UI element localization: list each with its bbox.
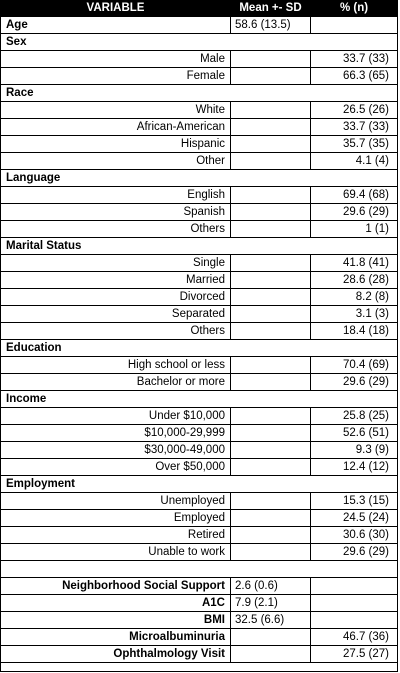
row-mean xyxy=(231,527,311,543)
row-pct: 18.4 (18) xyxy=(342,325,389,337)
row-label: Others xyxy=(1,323,231,339)
row-mean xyxy=(231,136,311,152)
section-label: Language xyxy=(6,172,61,184)
section-employment xyxy=(1,476,397,493)
row-pct: 8.2 (8) xyxy=(355,291,389,303)
section-label: Sex xyxy=(6,36,27,48)
age-label: Age xyxy=(1,17,231,33)
row-pct: 27.5 (27) xyxy=(342,648,389,660)
row-mean xyxy=(231,646,311,662)
empty-cell xyxy=(311,476,397,492)
empty-cell xyxy=(231,340,311,356)
row-mean xyxy=(231,629,311,645)
row-label: Separated xyxy=(1,306,231,322)
row-pct: 52.6 (51) xyxy=(342,427,389,439)
row-label: Married xyxy=(1,272,231,288)
row-mean xyxy=(231,289,311,305)
row-mean xyxy=(231,204,311,220)
empty-cell xyxy=(231,85,311,101)
row-label: Bachelor or more xyxy=(1,374,231,390)
table-row xyxy=(1,527,397,544)
header-mean-sd: Mean +- SD xyxy=(231,0,311,16)
section-education xyxy=(1,340,397,357)
row-label: Retired xyxy=(1,527,231,543)
row-label: Other xyxy=(1,153,231,169)
table-row xyxy=(1,306,397,323)
blank-row xyxy=(1,561,397,578)
row-pct: 70.4 (69) xyxy=(342,359,389,371)
section-label: Marital Status xyxy=(6,240,82,252)
section-income xyxy=(1,391,397,408)
row-mean xyxy=(231,51,311,67)
row-pct: 15.3 (15) xyxy=(342,495,389,507)
section-label: Race xyxy=(6,87,34,99)
row-label: Unemployed xyxy=(1,493,231,509)
row-label: Male xyxy=(1,51,231,67)
empty-cell xyxy=(231,561,311,577)
row-mean xyxy=(231,255,311,271)
table-row xyxy=(1,442,397,459)
table-row xyxy=(1,629,397,646)
table-row xyxy=(1,595,397,612)
table-row xyxy=(1,221,397,238)
age-mean: 58.6 (13.5) xyxy=(231,17,311,33)
section-label: Income xyxy=(6,393,47,405)
row-label: White xyxy=(1,102,231,118)
row-pct: 24.5 (24) xyxy=(342,512,389,524)
row-pct: 41.8 (41) xyxy=(342,257,389,269)
empty-cell xyxy=(231,170,311,186)
row-mean xyxy=(231,102,311,118)
row-label: English xyxy=(1,187,231,203)
row-label: Spanish xyxy=(1,204,231,220)
table-row xyxy=(1,510,397,527)
row-pct xyxy=(311,578,397,594)
section-race xyxy=(1,85,397,102)
empty-cell xyxy=(311,85,397,101)
row-mean xyxy=(231,425,311,441)
row-mean xyxy=(231,408,311,424)
row-pct xyxy=(311,595,397,611)
section-marital-status xyxy=(1,238,397,255)
row-label: Over $50,000 xyxy=(1,459,231,475)
header-variable: VARIABLE xyxy=(1,0,231,16)
row-label: Employed xyxy=(1,510,231,526)
row-label: Divorced xyxy=(1,289,231,305)
table-row-age xyxy=(1,17,397,34)
row-pct: 3.1 (3) xyxy=(355,308,389,320)
row-label: African-American xyxy=(1,119,231,135)
empty-cell xyxy=(311,340,397,356)
table-header xyxy=(1,0,397,17)
row-pct: 28.6 (28) xyxy=(342,274,389,286)
header-pct-n: % (n) xyxy=(339,2,369,14)
row-pct: 9.3 (9) xyxy=(355,444,389,456)
empty-cell xyxy=(1,561,231,577)
table-row xyxy=(1,204,397,221)
row-label: $30,000-49,000 xyxy=(1,442,231,458)
table-row xyxy=(1,408,397,425)
table-row xyxy=(1,136,397,153)
table-row xyxy=(1,646,397,663)
row-mean xyxy=(231,374,311,390)
row-mean xyxy=(231,493,311,509)
row-mean xyxy=(231,272,311,288)
row-mean: 32.5 (6.6) xyxy=(231,612,311,628)
empty-cell xyxy=(311,391,397,407)
empty-cell xyxy=(231,34,311,50)
table-row xyxy=(1,187,397,204)
table-row xyxy=(1,289,397,306)
table-row xyxy=(1,68,397,85)
table-row xyxy=(1,153,397,170)
row-pct: 29.6 (29) xyxy=(342,376,389,388)
table-row xyxy=(1,357,397,374)
row-label: Under $10,000 xyxy=(1,408,231,424)
table-row xyxy=(1,323,397,340)
row-pct: 35.7 (35) xyxy=(342,138,389,150)
row-mean xyxy=(231,459,311,475)
section-label: Education xyxy=(6,342,62,354)
row-label: Others xyxy=(1,221,231,237)
row-mean xyxy=(231,544,311,560)
row-label: A1C xyxy=(1,595,231,611)
row-pct: 33.7 (33) xyxy=(342,53,389,65)
row-mean xyxy=(231,306,311,322)
row-pct xyxy=(311,612,397,628)
empty-cell xyxy=(231,476,311,492)
row-pct: 25.8 (25) xyxy=(342,410,389,422)
row-pct: 66.3 (65) xyxy=(342,70,389,82)
section-sex xyxy=(1,34,397,51)
empty-cell xyxy=(311,170,397,186)
row-label: Neighborhood Social Support xyxy=(1,578,231,594)
row-mean xyxy=(231,442,311,458)
row-label: Single xyxy=(1,255,231,271)
table-row xyxy=(1,119,397,136)
row-pct: 26.5 (26) xyxy=(342,104,389,116)
row-pct: 1 (1) xyxy=(365,223,389,235)
empty-cell xyxy=(311,561,397,577)
section-label: Employment xyxy=(6,478,76,490)
row-label: Female xyxy=(1,68,231,84)
row-pct: 33.7 (33) xyxy=(342,121,389,133)
section-language xyxy=(1,170,397,187)
empty-cell xyxy=(311,238,397,254)
row-pct: 4.1 (4) xyxy=(355,155,389,167)
row-pct: 29.6 (29) xyxy=(342,206,389,218)
row-mean xyxy=(231,153,311,169)
row-mean xyxy=(231,510,311,526)
row-label: High school or less xyxy=(1,357,231,373)
table-row xyxy=(1,612,397,629)
row-label: $10,000-29,999 xyxy=(1,425,231,441)
row-mean xyxy=(231,221,311,237)
row-label: Microalbuminuria xyxy=(1,629,231,645)
row-mean xyxy=(231,357,311,373)
row-mean xyxy=(231,187,311,203)
row-mean xyxy=(231,68,311,84)
row-label: Hispanic xyxy=(1,136,231,152)
table-row xyxy=(1,459,397,476)
table-row xyxy=(1,102,397,119)
row-pct: 29.6 (29) xyxy=(342,546,389,558)
table-row xyxy=(1,493,397,510)
row-pct: 12.4 (12) xyxy=(342,461,389,473)
row-mean xyxy=(231,323,311,339)
row-label: BMI xyxy=(1,612,231,628)
table-row xyxy=(1,51,397,68)
age-pct xyxy=(311,17,397,33)
empty-cell xyxy=(231,238,311,254)
table-row xyxy=(1,578,397,595)
row-mean: 2.6 (0.6) xyxy=(231,578,311,594)
row-mean xyxy=(231,119,311,135)
table-row xyxy=(1,272,397,289)
row-label: Unable to work xyxy=(1,544,231,560)
table-row xyxy=(1,425,397,442)
row-mean: 7.9 (2.1) xyxy=(231,595,311,611)
table-row xyxy=(1,255,397,272)
row-pct: 46.7 (36) xyxy=(342,631,389,643)
table-row xyxy=(1,374,397,391)
row-pct: 30.6 (30) xyxy=(342,529,389,541)
row-label: Ophthalmology Visit xyxy=(1,646,231,662)
empty-cell xyxy=(231,391,311,407)
empty-cell xyxy=(311,34,397,50)
table-row xyxy=(1,544,397,561)
row-pct: 69.4 (68) xyxy=(342,189,389,201)
